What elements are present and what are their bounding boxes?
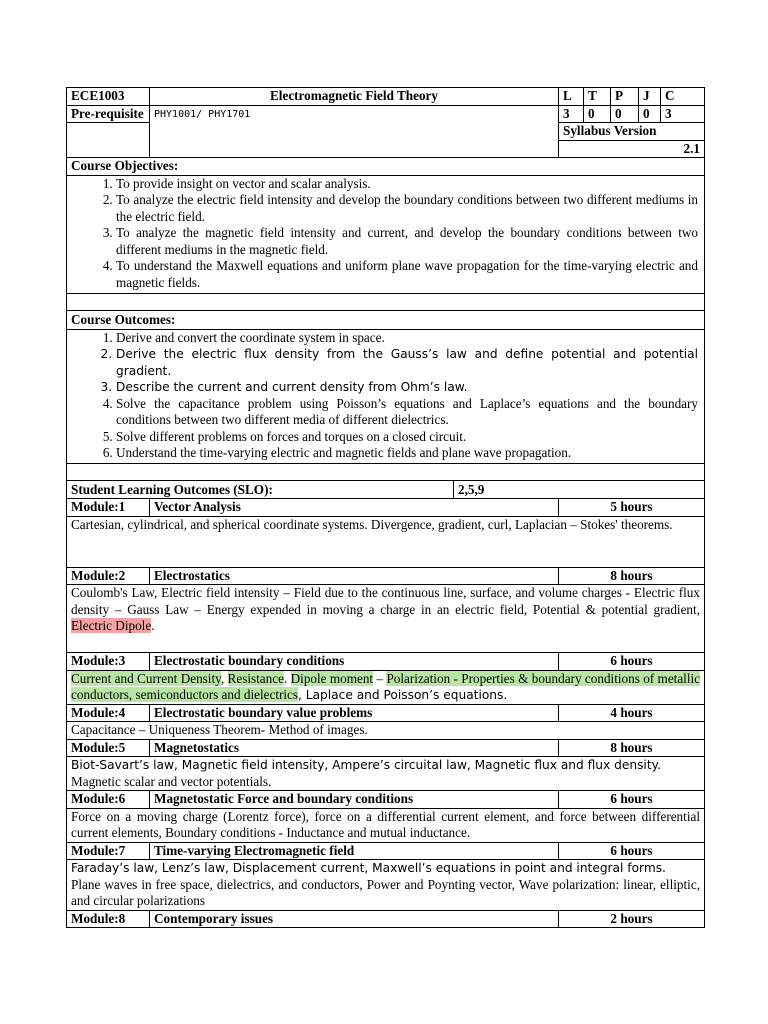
header-row — [67, 88, 705, 106]
module-header-row — [67, 567, 705, 585]
module-content: Biot-Savart’s law, Magnetic field intensity, Ampere’s circuital law, Magnetic flux and flux density. Magnetic scalar and vector potentials. — [67, 757, 705, 791]
module-header-row — [67, 791, 705, 809]
objective-item: 2. To analyze the electric field intensity and develop the boundary conditions between two different mediums in the electric field. — [116, 192, 700, 225]
objectives-heading: Course Objectives: — [67, 158, 705, 176]
module-title: Time-varying Electromagnetic field — [150, 842, 559, 860]
outcomes-heading: Course Outcomes: — [67, 311, 705, 330]
module-title: Contemporary issues — [150, 910, 559, 928]
module-number: Module:3 — [67, 653, 150, 671]
syllabus-table — [66, 87, 705, 928]
prereq-value: PHY1001/ PHY1701 — [150, 105, 559, 158]
ltpjc-value-p: 0 — [611, 105, 639, 123]
module-title: Electrostatic boundary conditions — [150, 653, 559, 671]
module-number: Module:2 — [67, 567, 150, 585]
module-content-row — [67, 670, 705, 704]
module-hours: 6 hours — [559, 842, 705, 860]
ltpjc-label-c: C — [661, 88, 705, 106]
course-title: Electromagnetic Field Theory — [150, 88, 559, 106]
module-header-row — [67, 842, 705, 860]
prereq-label: Pre-requisite — [67, 105, 150, 123]
ltpjc-label-j: J — [639, 88, 661, 106]
module-number: Module:6 — [67, 791, 150, 809]
slo-label: Student Learning Outcomes (SLO): — [67, 480, 454, 499]
course-code: ECE1003 — [67, 88, 150, 106]
outcomes-list — [71, 330, 700, 462]
module-title: Vector Analysis — [150, 499, 559, 517]
module-content: Force on a moving charge (Lorentz force), force on a differential current element, and force between differential current elements, Boundary conditions - Inductance and mutual inductance. — [67, 808, 705, 842]
ltpjc-label-t: T — [584, 88, 611, 106]
slo-value: 2,5,9 — [454, 480, 705, 499]
module-content: Faraday’s law, Lenz’s law, Displacement current, Maxwell’s equations in point and integral forms. Plane waves in free space, dielectrics, and conductors, Power and Poynting vector, Wave polarization: linear, elliptic, and circular polarizations — [67, 860, 705, 911]
module-header-row — [67, 704, 705, 722]
outcome-item: 6. Understand the time-varying electric and magnetic fields and plane wave propagation. — [116, 445, 700, 462]
module-header-row — [67, 910, 705, 928]
outcomes-heading-row — [67, 311, 705, 330]
module-title: Magnetostatics — [150, 739, 559, 757]
highlight-electric-dipole: Electric Dipole — [71, 618, 152, 633]
outcome-item: 1. Derive and convert the coordinate system in space. — [116, 330, 700, 347]
module-hours: 8 hours — [559, 567, 705, 585]
module-title: Electrostatic boundary value problems — [150, 704, 559, 722]
module-content-row — [67, 860, 705, 911]
module-content-row — [67, 722, 705, 740]
module-title: Magnetostatic Force and boundary conditions — [150, 791, 559, 809]
module-hours: 4 hours — [559, 704, 705, 722]
blank-row — [67, 463, 705, 480]
outcome-item: 5. Solve different problems on forces and torques on a closed circuit. — [116, 429, 700, 446]
module-content-row — [67, 757, 705, 791]
module-content: Cartesian, cylindrical, and spherical coordinate systems. Divergence, gradient, curl, Laplacian – Stokes' theorems. — [67, 516, 705, 567]
syllabus-version-label: Syllabus Version — [559, 123, 705, 141]
ltpjc-value-t: 0 — [584, 105, 611, 123]
module-hours: 6 hours — [559, 791, 705, 809]
module-hours: 2 hours — [559, 910, 705, 928]
objective-item: 3. To analyze the magnetic field intensity and current, and develop the boundary conditions between two different mediums in the magnetic field. — [116, 225, 700, 258]
slo-row — [67, 480, 705, 499]
module-header-row — [67, 499, 705, 517]
module-number: Module:1 — [67, 499, 150, 517]
syllabus-page — [66, 87, 704, 928]
ltpjc-label-l: L — [559, 88, 584, 106]
outcome-item: 4. Solve the capacitance problem using Poisson’s equations and Laplace’s equations and the boundary conditions between two different media of different dielectrics. — [116, 396, 700, 429]
prereq-row — [67, 105, 705, 123]
ltpjc-value-j: 0 — [639, 105, 661, 123]
module-content-row — [67, 516, 705, 567]
ltpjc-value-c: 3 — [661, 105, 705, 123]
ltpjc-label-p: P — [611, 88, 639, 106]
objective-item: 1. To provide insight on vector and scalar analysis. — [116, 176, 700, 193]
outcome-item: 3. Describe the current and current density from Ohm’s law. — [116, 379, 700, 396]
outcomes-row — [67, 329, 705, 463]
module-content: Capacitance – Uniqueness Theorem- Method of images. — [67, 722, 705, 740]
module-number: Module:8 — [67, 910, 150, 928]
module-hours: 5 hours — [559, 499, 705, 517]
objectives-row — [67, 175, 705, 294]
module-content-row — [67, 808, 705, 842]
module-content-row — [67, 585, 705, 653]
module-hours: 8 hours — [559, 739, 705, 757]
module-number: Module:4 — [67, 704, 150, 722]
objective-item: 4. To understand the Maxwell equations and uniform plane wave propagation for the time-varying electric and magnetic fields. — [116, 258, 700, 291]
module-header-row — [67, 739, 705, 757]
module-number: Module:7 — [67, 842, 150, 860]
module-title: Electrostatics — [150, 567, 559, 585]
module-number: Module:5 — [67, 739, 150, 757]
syllabus-version-value: 2.1 — [559, 140, 705, 158]
outcome-item: 2. Derive the electric flux density from the Gauss’s law and define potential and potential gradient. — [116, 346, 700, 379]
blank-row — [67, 294, 705, 311]
module-content: Current and Current Density, Resistance. Dipole moment – Polarization - Properties & boundary conditions of metallic conductors, semiconductors and dielectrics, Laplace and Poisson’s equations. — [67, 670, 705, 704]
objectives-heading-row — [67, 158, 705, 176]
objectives-list — [71, 176, 700, 292]
module-header-row — [67, 653, 705, 671]
ltpjc-value-l: 3 — [559, 105, 584, 123]
module-hours: 6 hours — [559, 653, 705, 671]
module-content: Coulomb's Law, Electric field intensity – Field due to the continuous line, surface, and volume charges - Electric flux density – Gauss Law – Energy expended in moving a charge in an electric field, Potential & potential gradient, Electric Dipole. — [67, 585, 705, 653]
